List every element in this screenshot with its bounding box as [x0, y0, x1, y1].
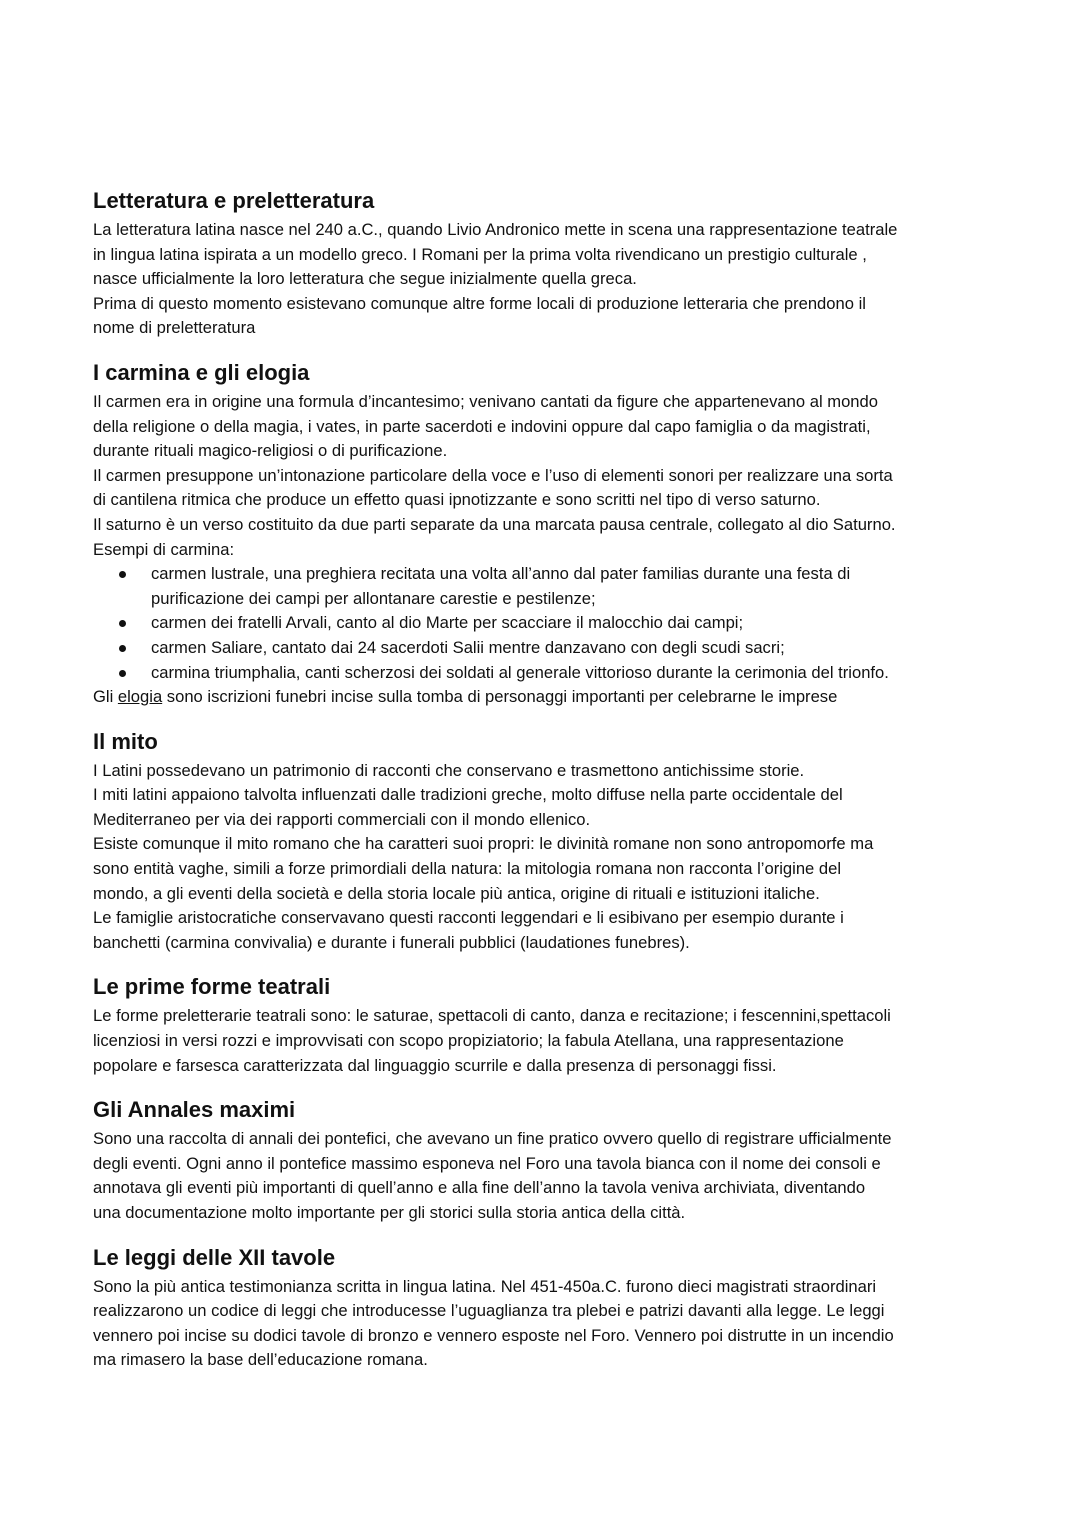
section-heading: I carmina e gli elogia: [93, 359, 310, 385]
text-line: carmen lustrale, una preghiera recitata una volta all’anno dal pater familias durante una festa di: [151, 564, 851, 584]
text-line: [93, 685, 993, 710]
text-line: carmen Saliare, cantato dai 24 sacerdoti Salii mentre danzavano con degli scudi sacri;: [151, 637, 785, 657]
section-annales: [93, 1095, 993, 1225]
text-line: Esiste comunque il mito romano che ha caratteri suoi propri: le divinità romane non sono antropomorfe ma: [93, 834, 874, 854]
text-fragment: Gli: [93, 687, 118, 707]
text-line: carmen dei fratelli Arvali, canto al dio Marte per scacciare il malocchio dai campi;: [151, 613, 744, 633]
text-line: Sono una raccolta di annali dei pontefici, che avevano un fine pratico ovvero quello di registrare ufficialmente: [93, 1129, 892, 1149]
section-leggi: [93, 1243, 993, 1373]
text-line: durante rituali magico-religiosi o di purificazione.: [93, 441, 448, 461]
section-paragraph: [93, 218, 993, 341]
text-line: I Latini possedevano un patrimonio di racconti che conservano e trasmettono antichissime storie.: [93, 760, 805, 780]
bullet-icon: [119, 620, 126, 627]
text-fragment: sono iscrizioni funebri incise sulla tomba di personaggi importanti per celebrarne le imprese: [162, 687, 838, 707]
text-line: una documentazione molto importante per gli storici sulla storia antica della città.: [93, 1203, 686, 1222]
bullet-list: [93, 562, 993, 685]
section-paragraph: [93, 1127, 993, 1225]
text-line: carmina triumphalia, canti scherzosi dei soldati al generale vittorioso durante la cerimonia del trionfo.: [151, 662, 889, 682]
text-line: ma rimasero la base dell’educazione romana.: [93, 1350, 428, 1370]
text-line: degli eventi. Ogni anno il pontefice massimo esponeva nel Foro una tavola bianca con il nome dei consoli e: [93, 1153, 881, 1173]
section-heading: Le prime forme teatrali: [93, 974, 331, 1000]
text-line: in lingua latina ispirata a un modello greco. I Romani per la prima volta rivendicano un prestigio culturale ,: [93, 244, 867, 264]
bullet-icon: [119, 670, 126, 677]
list-item: [114, 562, 993, 611]
section-heading: Gli Annales maximi: [93, 1097, 296, 1123]
text-line: Il saturno è un verso costituito da due parti separate da una marcata pausa centrale, collegato al dio Saturno.: [93, 514, 896, 534]
text-line: annotava gli eventi più importanti di quell’anno e alla fine dell’anno la tavola veniva archiviata, diventando: [93, 1178, 866, 1198]
text-line: vennero poi incise su dodici tavole di bronzo e vennero esposte nel Foro. Vennero poi distrutte in un incendio: [93, 1325, 894, 1345]
section-mito: [93, 727, 993, 956]
section-carmina: [93, 358, 993, 710]
text-line: La letteratura latina nasce nel 240 a.C., quando Livio Andronico mette in scena una rappresentazione teatrale: [93, 220, 898, 239]
text-line: di cantilena ritmica che produce un effetto quasi ipnotizzante e sono scritti nel tipo di verso saturno.: [93, 490, 821, 510]
text-line: nasce ufficialmente la loro letteratura che segue inizialmente quella greca.: [93, 269, 637, 289]
text-line: Mediterraneo per via dei rapporti commerciali con il mondo ellenico.: [93, 809, 591, 829]
bullet-icon: [119, 645, 126, 652]
text-line: della religione o della magia, i vates, in parte sacerdoti e indovini oppure dal capo famiglia o da magistrati,: [93, 416, 871, 436]
section-paragraph: [93, 759, 993, 956]
list-item: [114, 611, 993, 636]
section-heading: Il mito: [93, 728, 158, 754]
section-paragraph: [93, 390, 993, 562]
section-paragraph: [93, 685, 993, 710]
section-heading: Letteratura e preletteratura: [93, 188, 375, 213]
section-paragraph: [93, 1275, 993, 1373]
text-line: Le famiglie aristocratiche conservavano questi racconti leggendari e li esibivano per esempio durante i: [93, 908, 844, 928]
text-line: Il carmen presuppone un’intonazione particolare della voce e l’uso di elementi sonori per realizzare una sorta: [93, 465, 893, 485]
text-line: realizzarono un codice di leggi che introducesse l’uguaglianza tra plebei e patrizi davanti alla legge. Le leggi: [93, 1301, 885, 1321]
text-line: Sono la più antica testimonianza scritta in lingua latina. Nel 451-450a.C. furono dieci magistrati straordinari: [93, 1276, 877, 1296]
text-line: I miti latini appaiono talvolta influenzati dalle tradizioni greche, molto diffuse nella parte occidentale del: [93, 785, 843, 805]
text-line: popolare e farsesca caratterizzata dal linguaggio scurrile e dalla presenza di personaggi fissi.: [93, 1055, 777, 1075]
text-line: Il carmen era in origine una formula d’incantesimo; venivano cantati da figure che appartenevano al mondo: [93, 391, 878, 411]
document-page: [93, 186, 993, 1390]
text-line: banchetti (carmina convivalia) e durante i funerali pubblici (laudationes funebres).: [93, 932, 690, 952]
text-line: nome di preletteratura: [93, 318, 256, 338]
section-letteratura: [93, 186, 993, 341]
text-line: licenziosi in versi rozzi e improvvisati con scopo propiziatorio; la fabula Atellana, una rappresentazione: [93, 1031, 844, 1051]
text-line: Le forme preletterarie teatrali sono: le saturae, spettacoli di canto, danza e recitazione; i fescennini,spettacoli: [93, 1006, 891, 1026]
text-line: Prima di questo momento esistevano comunque altre forme locali di produzione letteraria che prendono il: [93, 293, 866, 313]
list-item: [114, 636, 993, 661]
text-line: purificazione dei campi per allontanare carestie e pestilenze;: [151, 588, 596, 608]
text-line: mondo, a gli eventi della società e della storia locale più antica, origine di rituali e istituzioni italiche.: [93, 883, 820, 903]
section-forme-teatrali: [93, 972, 993, 1078]
section-paragraph: [93, 1004, 993, 1078]
list-item: [114, 661, 993, 686]
text-line: Esempi di carmina:: [93, 539, 235, 559]
text-line: sono entità vaghe, simili a forze primordiali della natura: la mitologia romana non racconta l’origine del: [93, 859, 842, 879]
section-heading: Le leggi delle XII tavole: [93, 1244, 336, 1270]
underlined-term: elogia: [117, 687, 163, 707]
bullet-icon: [119, 571, 126, 578]
